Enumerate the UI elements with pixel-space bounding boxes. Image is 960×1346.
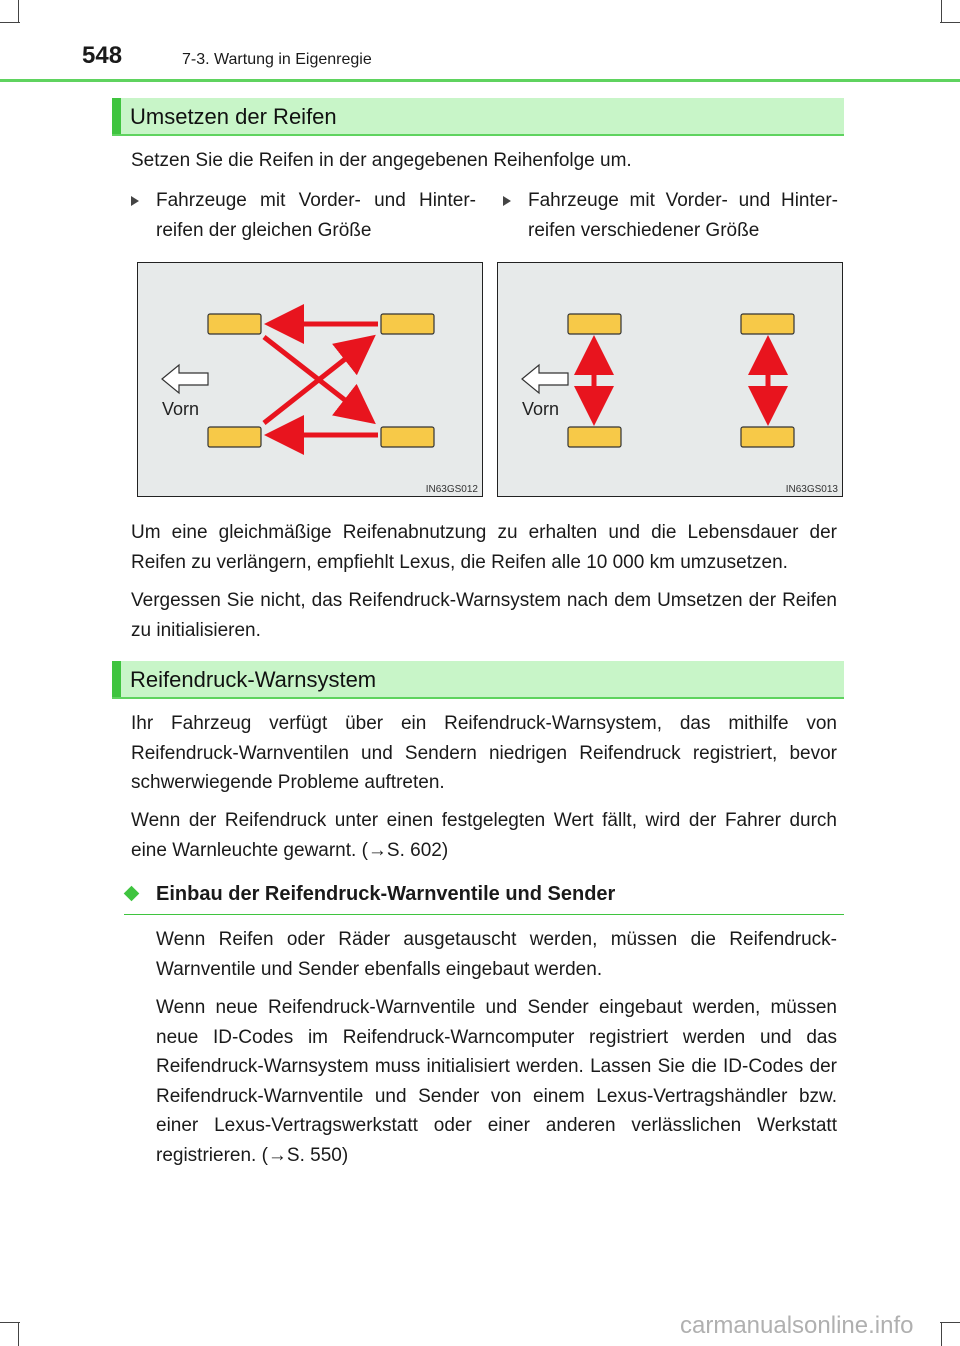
front-label: Vorn: [162, 399, 200, 419]
figure-code: IN63GS012: [425, 484, 478, 495]
subsection-heading: [124, 880, 844, 915]
crop-mark: [941, 1322, 942, 1346]
chapter-title: 7-3. Wartung in Eigenregie: [182, 51, 372, 68]
header-rule: [0, 79, 960, 82]
bullet-text-line: Fahrzeuge mit Vorder- und Hinter-: [156, 190, 476, 211]
triangle-bullet-icon: [131, 196, 139, 206]
crop-mark: [18, 1322, 19, 1346]
section-title: Umsetzen der Reifen: [130, 104, 337, 129]
rotation-interval-text: Um eine gleichmäßige Reifenabnutzung zu erhalten und die Lebensdauer der Reifen zu verlängern, empfiehlt Lexus, die Reifen alle 10 000 km umzusetzen.: [131, 522, 837, 573]
rotation-diagram-same-size: [137, 262, 483, 497]
tpms-description-text: Ihr Fahrzeug verfügt über ein Reifendruck-Warnsystem, das mithilfe von Reifendruck-Warnventilen und Sendern niedrigen Reifendruck registriert, bevor schwerwiegende Probleme auftreten.: [131, 713, 837, 793]
section-heading-tire-rotation: [112, 98, 844, 136]
rotation-diagram-svg: [138, 263, 484, 498]
crop-mark: [0, 1322, 20, 1323]
diamond-bullet-icon: [124, 886, 140, 902]
bullet-text-line: reifen der gleichen Größe: [156, 219, 372, 241]
page-number: 548: [82, 42, 123, 69]
rotation-diagram-svg: [498, 263, 844, 498]
tire-front-left: [568, 314, 621, 334]
tire-rear-left: [381, 314, 434, 334]
tire-rear-right: [381, 427, 434, 447]
rotation-arrow: [264, 337, 368, 418]
front-label: Vorn: [522, 399, 560, 419]
tpms-warning-text: Wenn der Reifendruck unter einen festgelegten Wert fällt, wird der Fahrer durch eine Warnleuchte gewarnt. (→S. 602): [131, 810, 837, 861]
initialize-reminder-text: Vergessen Sie nicht, das Reifendruck-Warnsystem nach dem Umsetzen der Reifen zu initialisieren.: [131, 590, 837, 641]
tire-front-right: [208, 427, 261, 447]
triangle-bullet-icon: [503, 196, 511, 206]
section-heading-bar: [112, 98, 121, 134]
tire-rear-right: [741, 427, 794, 447]
bullet-text-line: reifen verschiedener Größe: [528, 219, 760, 241]
figure-code: IN63GS013: [785, 484, 838, 495]
crop-mark: [940, 22, 960, 23]
crop-mark: [18, 0, 19, 22]
registration-text: Wenn neue Reifendruck-Warnventile und Sender eingebaut werden, müssen neue ID-Codes im Reifendruck-Warncomputer registriert werden und das Reifendruck-Warnsystem muss initialisiert werden. Lassen Sie die ID-Codes der Reifendruck-Warnventile und Sender von einem Lexus-Vertragshändler bzw. einer Lexus-Vertragswerkstatt oder einer anderen verlässlichen Werkstatt registrieren. (→S. 550): [156, 997, 837, 1166]
rotation-arrow: [264, 341, 368, 423]
watermark: carmanualsonline.info: [680, 1312, 914, 1339]
section-heading-tpms: [112, 661, 844, 699]
intro-text: Setzen Sie die Reifen in der angegebenen Reihenfolge um.: [131, 150, 632, 171]
install-text: Wenn Reifen oder Räder ausgetauscht werden, müssen die Reifendruck-Warnventile und Sender ebenfalls eingebaut werden.: [156, 929, 837, 980]
tire-rear-left: [741, 314, 794, 334]
tire-front-right: [568, 427, 621, 447]
bullet-text-line: Fahrzeuge mit Vorder- und Hinter-: [528, 190, 838, 211]
front-direction-arrow-icon: [162, 365, 208, 393]
tire-front-left: [208, 314, 261, 334]
section-heading-bar: [112, 661, 121, 697]
section-title: Reifendruck-Warnsystem: [130, 667, 377, 692]
crop-mark: [0, 22, 20, 23]
crop-mark: [940, 1322, 960, 1323]
crop-mark: [941, 0, 942, 22]
subsection-title: Einbau der Reifendruck-Warnventile und Sender: [156, 883, 616, 905]
front-direction-arrow-icon: [522, 365, 568, 393]
rotation-diagram-different-size: [497, 262, 843, 497]
